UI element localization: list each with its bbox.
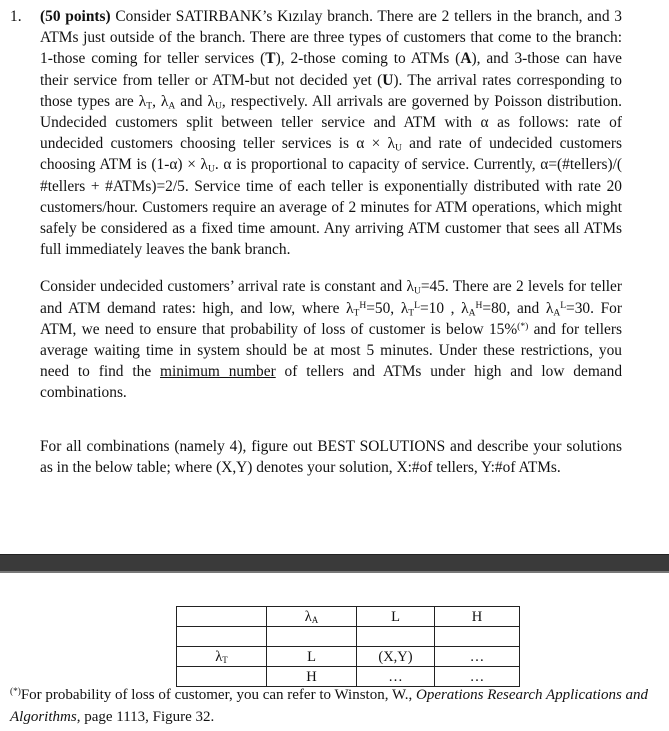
row-high-header: H bbox=[267, 667, 357, 687]
solution-table bbox=[176, 606, 520, 687]
question-body bbox=[40, 6, 622, 478]
book-title: Operations Research Applications and Algorithms bbox=[10, 687, 649, 725]
row-low-header: L bbox=[267, 647, 357, 667]
table-cell bbox=[435, 627, 520, 647]
separator-bar bbox=[0, 554, 669, 573]
table-cell bbox=[177, 607, 267, 627]
footnote: (*)For probability of loss of customer, you can refer to Winston, W., Operations Research Applications and Algorithms, page 1113, Figure 32. bbox=[10, 686, 649, 725]
lambda-a-header: $\lambda_A$ bbox=[267, 607, 357, 627]
table-cell bbox=[177, 627, 267, 647]
table-cell bbox=[267, 627, 357, 647]
table-cell bbox=[357, 627, 435, 647]
table-row bbox=[177, 607, 520, 627]
paragraph-demand-levels: Consider undecided customers’ arrival rate is constant and $\lambda_U=45$. There are 2 levels for teller and ATM demand rates: high, and low, where $\lambda_T^H=50$, $\lambda_T^L=10$ , $\lambda_A^H=80$, and $\lambda_A^L=30$. For ATM, we need to ensure that probability of loss of customer is below 15%(*) and for tellers average waiting time in system should be at most 5 minutes. Under these restrictions, you need to find the minimum number of tellers and ATMs under high and low demand combinations. bbox=[40, 278, 623, 402]
col-high-header: H bbox=[435, 607, 520, 627]
col-low-header: L bbox=[357, 607, 435, 627]
lambda-t-header: $\lambda_T$ bbox=[177, 647, 267, 667]
cell-high-low: … bbox=[357, 667, 435, 687]
table-row bbox=[177, 627, 520, 647]
paragraph-problem-statement: (50 points) Consider SATIRBANK’s Kızılay branch. There are 2 tellers in the branch, and 3 ATMs just outside of the branch. There are three types of customers that come to the branch: 1-those coming for teller services (T), 2-those coming to ATMs (A), and 3-those can have their service from teller or ATM-but not decided yet (U). The arrival rates corresponding to those types are $\lambda_T$, $\lambda_A$ and $\lambda_U$, respectively. All arrivals are governed by Poisson distribution. Undecided customers split between teller service and ATM with α as follows: rate of undecided customers choosing teller services is $\alpha \times \lambda_U$ and rate of undecided customers choosing ATM is $(1-\alpha) \times \lambda_U$. α is proportional to capacity of service. Currently, α=(#tellers)/( #tellers + #ATMs)=2/5. Service time of each teller is exponentially distributed with rate 20 customers/hour. Customers require an average of 2 minutes for ATM operations, which might safely be considered as a fixed time amount. Any arriving ATM customer that sees all ATMs full immediately leaves the bank branch. bbox=[40, 8, 622, 259]
cell-low-high: … bbox=[435, 647, 520, 667]
cell-high-high: … bbox=[435, 667, 520, 687]
question-number: 1. bbox=[10, 8, 22, 25]
underlined-phrase: minimum number bbox=[160, 363, 276, 381]
question-block bbox=[10, 6, 622, 478]
points-label: (50 points) bbox=[40, 8, 111, 25]
table-row bbox=[177, 647, 520, 667]
paragraph-instructions: For all combinations (namely 4), figure out BEST SOLUTIONS and describe your solutions as in the below table; where (X,Y) denotes your solution, X:#of tellers, Y:#of ATMs. bbox=[40, 437, 622, 476]
footnote-mark: (*) bbox=[10, 686, 21, 697]
cell-low-low: (X,Y) bbox=[357, 647, 435, 667]
